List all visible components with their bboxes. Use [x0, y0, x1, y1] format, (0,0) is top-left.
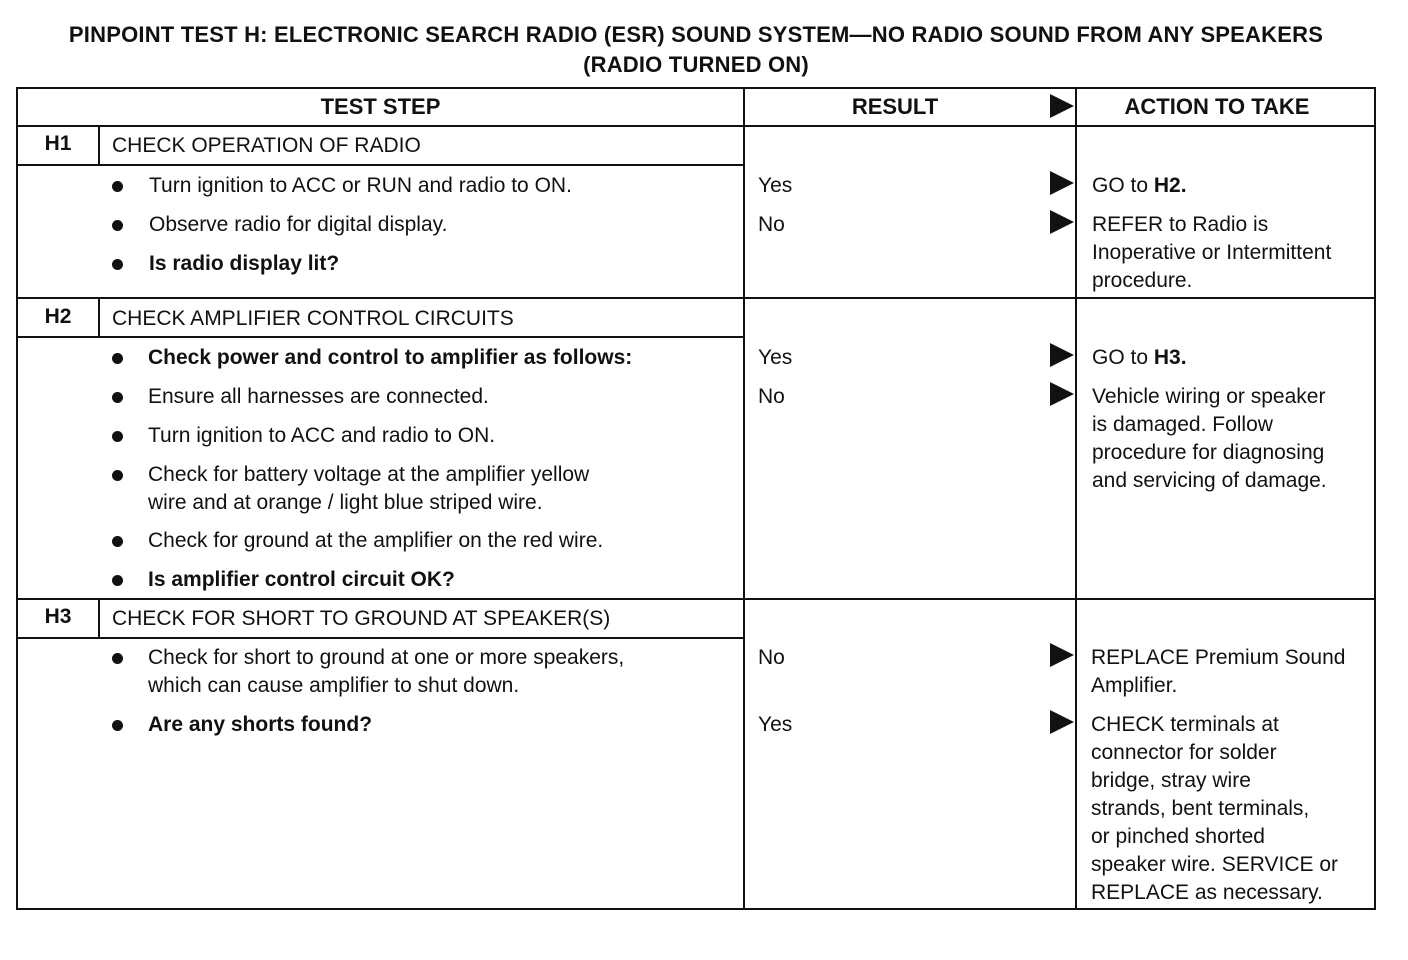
h3-action-yes-line-7: REPLACE as necessary.: [1091, 881, 1323, 904]
h1-step-3: Is radio display lit?: [149, 252, 340, 275]
header-arrow-icon: [1050, 94, 1074, 118]
h3-heading: CHECK FOR SHORT TO GROUND AT SPEAKER(S): [112, 607, 611, 630]
h1-heading-underline: [16, 164, 744, 166]
h1-id: H1: [44, 132, 72, 155]
h2-action-no-line-1: Vehicle wiring or speaker: [1092, 385, 1326, 408]
h3-id: H3: [44, 605, 72, 628]
h3-step-1-line-2: which can cause amplifier to shut down.: [148, 674, 520, 697]
h2-action-yes-text: GO to: [1092, 346, 1154, 369]
result-arrow-icon: [1050, 210, 1074, 234]
bullet-icon: [112, 720, 123, 731]
h1-result-yes: Yes: [758, 174, 793, 197]
h2-step-4-line-2: wire and at orange / light blue striped wire.: [148, 491, 543, 514]
bullet-icon: [112, 431, 123, 442]
bullet-icon: [112, 536, 123, 547]
h2-step-3: Turn ignition to ACC and radio to ON.: [148, 424, 496, 447]
row-divider-h3: [16, 598, 1376, 600]
result-arrow-icon: [1050, 710, 1074, 734]
h2-step-5: Check for ground at the amplifier on the red wire.: [148, 529, 604, 552]
h3-action-yes-line-4: strands, bent terminals,: [1091, 797, 1310, 820]
bullet-icon: [112, 220, 123, 231]
h2-action-no-line-2: is damaged. Follow: [1092, 413, 1273, 436]
h3-action-yes-line-3: bridge, stray wire: [1091, 769, 1251, 792]
h2-action-yes-ref: H3.: [1153, 346, 1187, 369]
h3-action-no-line-1: REPLACE Premium Sound: [1091, 646, 1346, 669]
h3-result-yes: Yes: [758, 713, 793, 736]
h2-id: H2: [44, 305, 72, 328]
bullet-icon: [112, 353, 123, 364]
h2-step-1: Check power and control to amplifier as follows:: [148, 346, 633, 369]
h1-step-2: Observe radio for digital display.: [149, 213, 448, 236]
page-title: PINPOINT TEST H: ELECTRONIC SEARCH RADIO (ESR) SOUND SYSTEM—NO RADIO SOUND FROM ANY SPEAKERS: [68, 22, 1324, 47]
h3-heading-underline: [16, 637, 744, 639]
h2-result-no: No: [758, 385, 785, 408]
h1-action-yes: [1092, 172, 1187, 200]
result-arrow-icon: [1050, 643, 1074, 667]
h3-action-yes-line-2: connector for solder: [1091, 741, 1277, 764]
column-header-action: ACTION TO TAKE: [1124, 94, 1310, 119]
bullet-icon: [112, 392, 123, 403]
h2-step-4-line-1: Check for battery voltage at the amplifier yellow: [148, 463, 590, 486]
page-subtitle: (RADIO TURNED ON): [583, 52, 809, 77]
table-border-bottom: [16, 908, 1376, 910]
bullet-icon: [112, 259, 123, 270]
result-arrow-icon: [1050, 171, 1074, 195]
h1-id-divider: [98, 125, 100, 165]
h2-heading: CHECK AMPLIFIER CONTROL CIRCUITS: [112, 307, 514, 330]
column-header-test-step: TEST STEP: [320, 94, 441, 119]
result-arrow-icon: [1050, 343, 1074, 367]
h1-action-yes-ref: H2.: [1153, 174, 1187, 197]
h2-id-divider: [98, 297, 100, 337]
h3-id-divider: [98, 598, 100, 638]
h1-action-no-line-2: Inoperative or Intermittent: [1092, 241, 1332, 264]
row-divider-h2: [16, 297, 1376, 299]
h3-action-yes-line-5: or pinched shorted: [1091, 825, 1265, 848]
h1-heading: CHECK OPERATION OF RADIO: [112, 134, 421, 157]
h2-step-6: Is amplifier control circuit OK?: [148, 568, 455, 591]
table-border-right: [1374, 87, 1376, 910]
h3-action-yes-line-6: speaker wire. SERVICE or: [1091, 853, 1339, 876]
h1-action-no-line-1: REFER to Radio is: [1092, 213, 1269, 236]
bullet-icon: [112, 470, 123, 481]
header-divider: [16, 125, 1376, 127]
bullet-icon: [112, 653, 123, 664]
h2-step-2: Ensure all harnesses are connected.: [148, 385, 489, 408]
table-border-left: [16, 87, 18, 910]
h2-heading-underline: [16, 336, 744, 338]
bullet-icon: [112, 575, 123, 586]
table-border-top: [16, 87, 1376, 89]
h2-result-yes: Yes: [758, 346, 793, 369]
h1-step-1: Turn ignition to ACC or RUN and radio to ON.: [149, 174, 572, 197]
h3-step-2: Are any shorts found?: [148, 713, 373, 736]
h1-action-yes-text: GO to: [1092, 174, 1154, 197]
column-header-result: RESULT: [851, 94, 939, 119]
h3-step-1-line-1: Check for short to ground at one or more speakers,: [148, 646, 625, 669]
h1-action-no-line-3: procedure.: [1092, 269, 1193, 292]
result-arrow-icon: [1050, 382, 1074, 406]
column-divider-result: [743, 87, 745, 910]
h2-action-no-line-3: procedure for diagnosing: [1092, 441, 1325, 464]
h3-result-no: No: [758, 646, 785, 669]
h2-action-no-line-4: and servicing of damage.: [1092, 469, 1327, 492]
h1-result-no: No: [758, 213, 785, 236]
h2-action-yes: [1092, 344, 1187, 372]
bullet-icon: [112, 181, 123, 192]
h3-action-yes-line-1: CHECK terminals at: [1091, 713, 1279, 736]
h3-action-no-line-2: Amplifier.: [1091, 674, 1178, 697]
column-divider-action: [1075, 87, 1077, 910]
